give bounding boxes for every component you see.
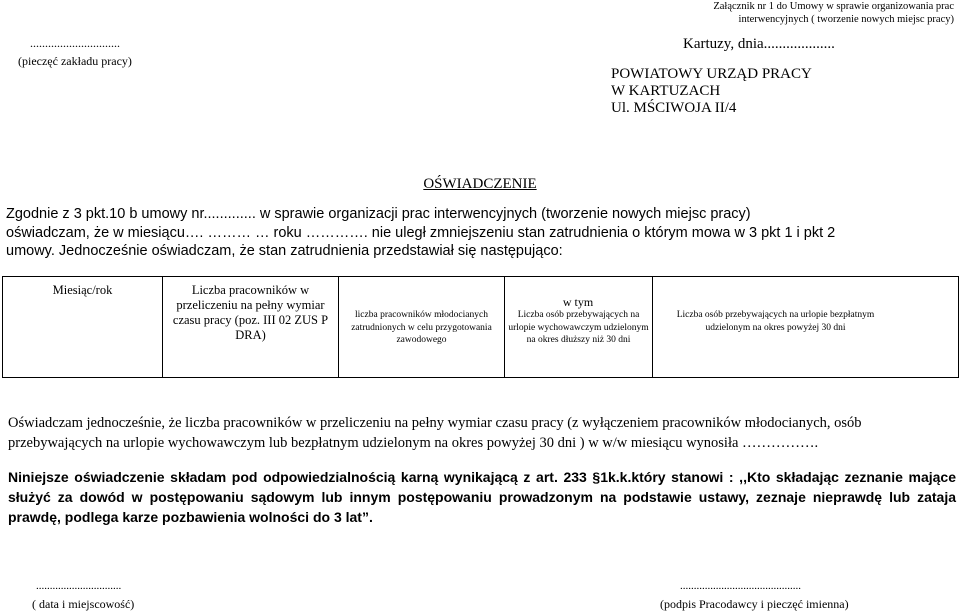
- signature-dots: ............................................: [680, 580, 801, 592]
- signature-label: (podpis Pracodawcy i pieczęć imienna): [660, 597, 849, 611]
- recipient-line-2: W KARTUZACH: [611, 83, 721, 99]
- header-employee-count: [163, 277, 339, 378]
- stamp-dots: ..............................: [30, 36, 120, 50]
- statement-line-3: umowy. Jednocześnie oświadczam, że stan zatrudnienia przedstawiał się następująco:: [6, 243, 563, 259]
- table-header-row: [3, 277, 959, 378]
- stamp-label: (pieczęć zakładu pracy): [18, 54, 132, 68]
- statement-line-1: Zgodnie z 3 pkt.10 b umowy nr............. w sprawie organizacji prac interwencyjnych (tworzenie nowych miejsc pracy): [6, 206, 751, 222]
- recipient-address: [611, 66, 812, 117]
- header-group-label: w tym: [562, 295, 594, 309]
- liability-paragraph: Niniejsze oświadczenie składam pod odpowiedzialnością karną wynikającą z art. 233 §1k.k.który stanowi : ,,Kto składając zeznanie mające służyć za dowód w postępowaniu sądowym lub innym postępowaniu prowadzonym na podstawie ustawy, zeznaje nieprawdę lub zataja prawdę, podlega karze pozbawienia wolności do 3 lat”.: [8, 469, 956, 525]
- header-juvenile-workers: [339, 277, 505, 378]
- date-place-dots: ...............................: [36, 580, 122, 592]
- annex-note: [713, 0, 954, 26]
- annex-line-1: Załącznik nr 1 do Umowy w sprawie organizowania prac: [713, 1, 954, 12]
- header-unpaid-text: Liczba osób przebywających na urlopie bezpłatnym udzielonym na okres powyżej 30 dni: [676, 310, 875, 333]
- header-parental-text: Liczba osób przebywających na urlopie wychowawczym udzielonym na okres dłuższy niż 30 dni: [508, 310, 649, 345]
- header-month-year: Miesiąc/rok: [3, 277, 163, 378]
- document-title: OŚWIADCZENIE: [423, 176, 537, 192]
- place-date: Kartuzy, dnia...................: [683, 36, 835, 52]
- statement-paragraph: [6, 205, 958, 261]
- annex-line-2: interwencyjnych ( tworzenie nowych miejsc pracy): [738, 14, 954, 25]
- recipient-line-3: Ul. MŚCIWOJA II/4: [611, 100, 737, 116]
- employment-table: [2, 276, 959, 378]
- header-unpaid-leave: [653, 277, 959, 378]
- declaration-paragraph: Oświadczam jednocześnie, że liczba pracowników w przeliczeniu na pełny wymiar czasu pracy (z wyłączeniem pracowników młodocianych, osób przebywających na urlopie wychowawczym lub bezpłatnym udzielonym na okres powyżej 30 dni ) w w/w miesiącu wynosiła …………….: [8, 415, 862, 451]
- date-place-label: ( data i miejscowość): [32, 597, 135, 611]
- header-juvenile-text: liczba pracowników młodocianych zatrudnionych w celu przygotowania zawodowego: [351, 310, 492, 345]
- header-employee-count-text: Liczba pracowników w przeliczeniu na pełny wymiar czasu pracy (poz. III 02 ZUS P DRA): [172, 283, 329, 342]
- statement-line-2: oświadczam, że w miesiącu…. ……… … roku …………. nie uległ zmniejszeniu stan zatrudnienia o którym mowa w 3 pkt 1 i pkt 2: [6, 224, 836, 241]
- recipient-line-1: POWIATOWY URZĄD PRACY: [611, 66, 812, 82]
- header-parental-leave: [505, 277, 653, 378]
